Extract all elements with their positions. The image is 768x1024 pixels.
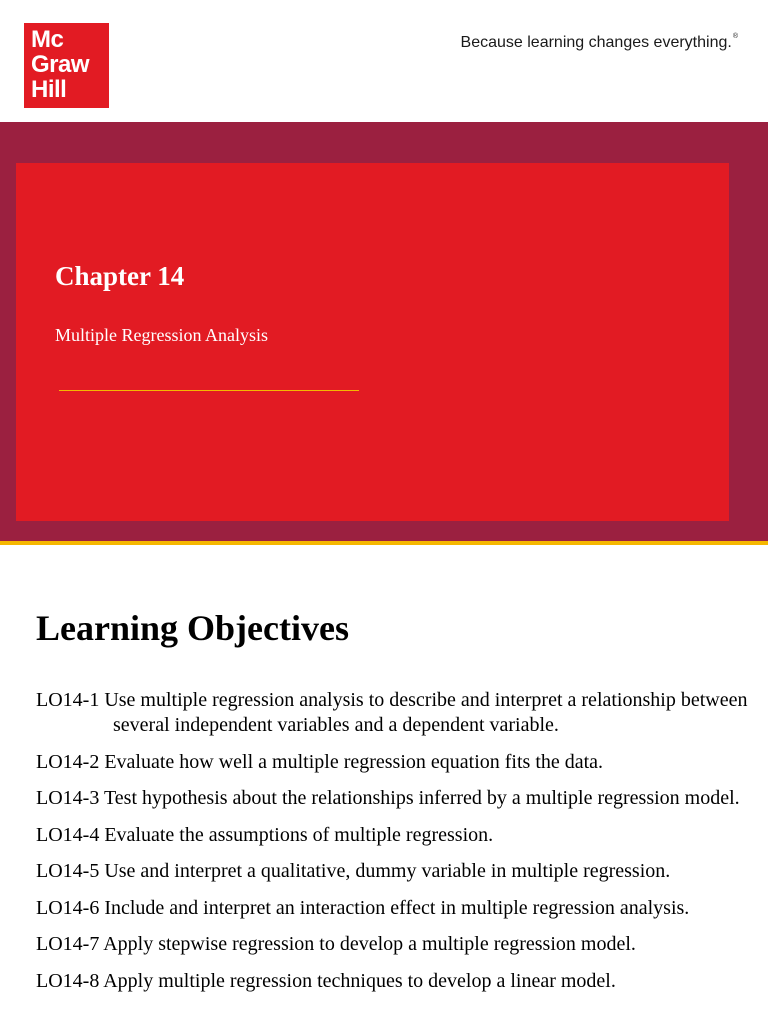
objective-item: LO14-8 Apply multiple regression techniques to develop a linear model. (36, 969, 616, 992)
tagline-text: Because learning changes everything. (460, 34, 732, 51)
title-rule (59, 390, 359, 391)
learning-objectives-list (36, 688, 748, 1005)
objective-item: LO14-5 Use and interpret a qualitative, dummy variable in multiple regression. (36, 860, 671, 882)
objective-item: LO14-7 Apply stepwise regression to develop a multiple regression model. (36, 933, 636, 955)
objective-item: LO14-2 Evaluate how well a multiple regression equation fits the data. (36, 750, 604, 773)
logo-line-3: Hill (31, 76, 67, 103)
mcgraw-hill-logo (24, 23, 109, 108)
logo-line-2: Graw (31, 51, 90, 78)
learning-objectives-title: Learning Objectives (36, 608, 349, 648)
tagline (461, 33, 738, 52)
objective-item: LO14-4 Evaluate the assumptions of multiple regression. (36, 823, 494, 846)
objective-item: LO14-6 Include and interpret an interaction effect in multiple regression analysis. (36, 896, 690, 919)
slide-header (0, 0, 768, 122)
objective-item: LO14-1 Use multiple regression analysis to describe and interpret a relationship between several independent variables and a dependent variable. (36, 689, 748, 736)
gold-divider (0, 541, 768, 545)
title-panel (16, 163, 729, 521)
objective-item: LO14-3 Test hypothesis about the relationships inferred by a multiple regression model. (36, 787, 740, 809)
chapter-subtitle: Multiple Regression Analysis (55, 325, 268, 345)
chapter-title: Chapter 14 (55, 261, 185, 291)
logo-line-1: Mc (31, 26, 64, 53)
registered-mark: ® (732, 33, 738, 40)
